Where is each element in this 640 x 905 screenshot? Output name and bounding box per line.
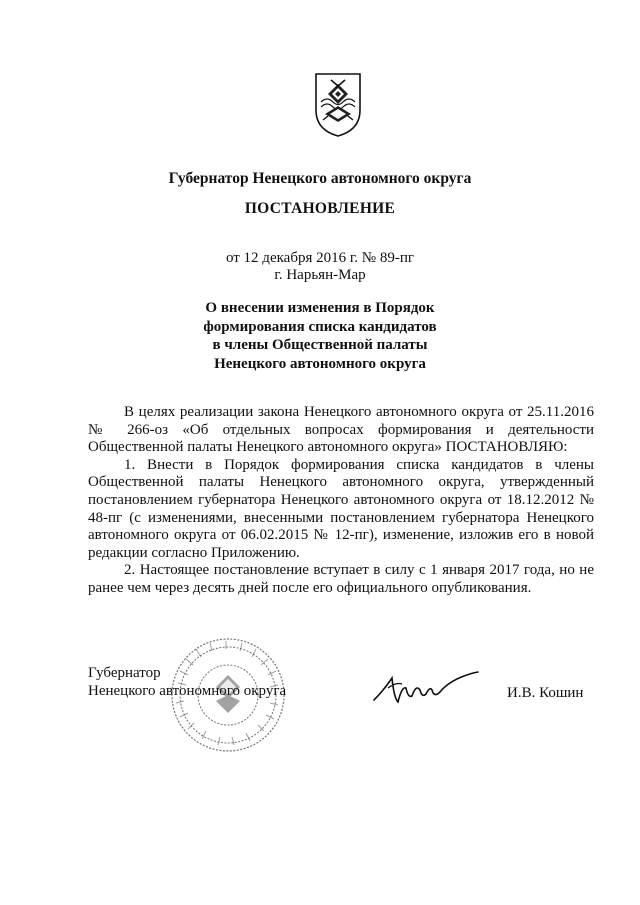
document-type: ПОСТАНОВЛЕНИЕ — [244, 200, 396, 217]
preamble-text: В целях реализации закона Ненецкого автономного округа от 25.11.2016 № 266-оз «Об отдельных вопросах формирования и деятельности Общественной палаты Ненецкого автономного округа» — [88, 404, 594, 456]
date-number: от 12 декабря 2016 г. № 89-пг — [225, 250, 415, 266]
issuing-authority: Губернатор Ненецкого автономного округа — [168, 170, 472, 187]
subject-line: Ненецкого автономного округа — [214, 355, 426, 372]
signatory-name: И.В. Кошин — [507, 685, 584, 701]
coat-of-arms-icon — [313, 72, 363, 138]
signatory-position-line: Ненецкого автономного округа — [88, 682, 287, 699]
signatory-position — [88, 665, 286, 700]
document-subject — [0, 299, 640, 373]
clause-2: 2. Настоящее постановление вступает в силу с 1 января 2017 года, но не ранее чем через десять дней после его официального опубликования. — [88, 562, 594, 596]
place-of-issue: г. Нарьян-Мар — [274, 267, 366, 283]
clause-1: 1. Внести в Порядок формирования списка кандидатов в члены Общественной палаты Ненецкого автономного округа, утвержденный постановлением губернатора Ненецкого автономного округа от 18.12.2012 № 48-пг (с изменениями, внесенными постановлением губернатора Ненецкого автономного округа от 06.02.2015 № 12-пг), изменение, изложив его в новой редакции согласно Приложению. — [88, 456, 594, 561]
subject-line: формирования списка кандидатов — [203, 318, 437, 335]
subject-line: О внесении изменения в Порядок — [205, 300, 435, 316]
handwritten-signature — [372, 668, 482, 708]
resolve-word: ПОСТАНОВЛЯЮ: — [445, 439, 568, 456]
signatory-position-line: Губернатор — [88, 665, 161, 681]
preamble-paragraph — [88, 404, 594, 457]
document-body — [88, 404, 594, 598]
subject-line: в члены Общественной палаты — [212, 337, 428, 353]
